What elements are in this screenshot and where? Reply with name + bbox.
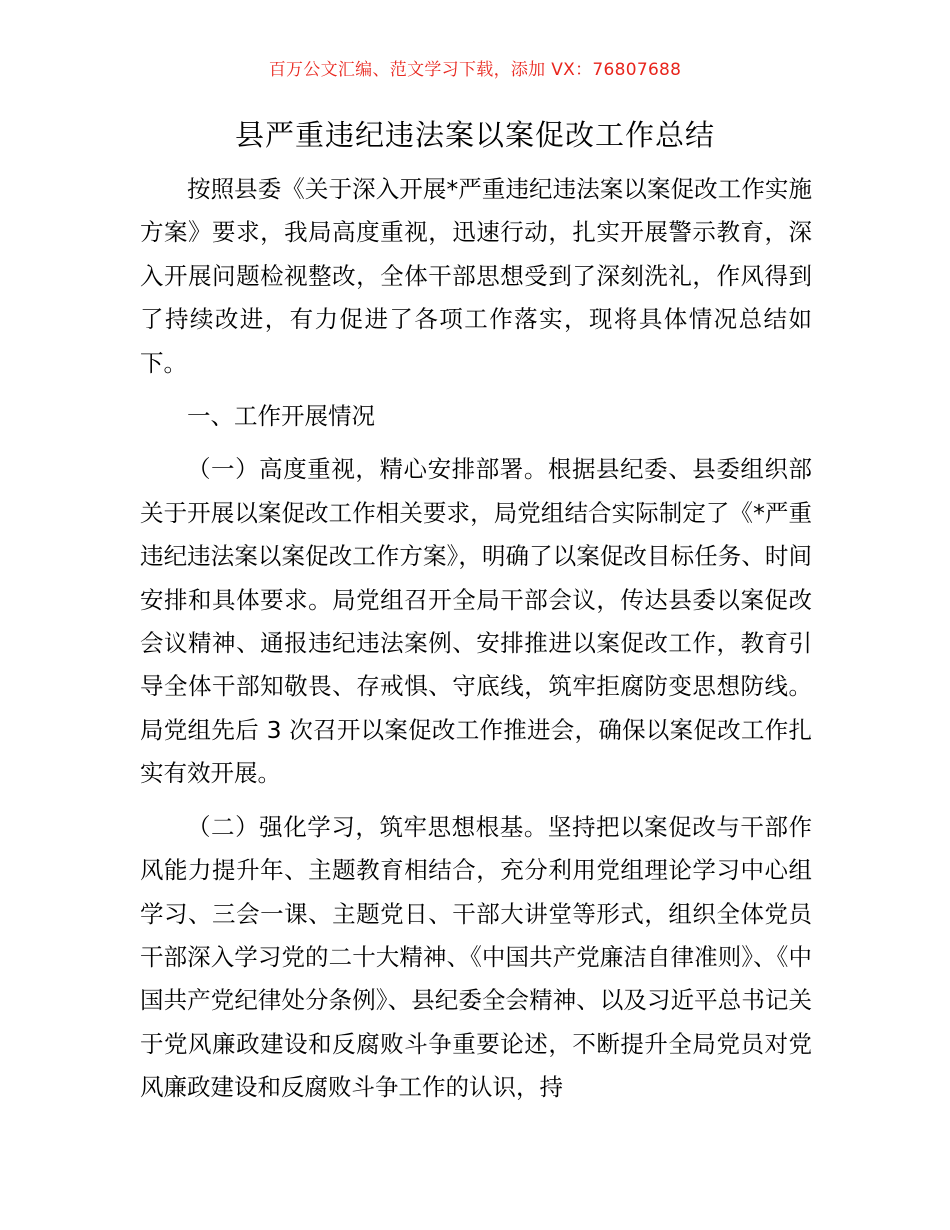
paragraph-1: （一）高度重视，精心安排部署。根据县纪委、县委组织部关于开展以案促改工作相关要求，局党组结合实际制定了《*严重违纪违法案以案促改工作方案》，明确了以案促改目标任务、时间安排和具体要求。局党组召开全局干部会议，传达县委以案促改会议精神、通报违纪违法案例、安排推进以案促改工作，教育引导全体干部知敬畏、存戒惧、守底线，筑牢拒腐防变思想防线。局党组先后 3 次召开以案促改工作推进会，确保以案促改工作扎实有效开展。: [140, 455, 812, 788]
document-title: 县严重违纪违法案以案促改工作总结: [234, 118, 715, 152]
section-heading: 一、工作开展情况: [187, 402, 375, 431]
document-body: [140, 168, 812, 1110]
watermark-banner: 百万公文汇编、范文学习下载，添加 VX：76807688: [268, 60, 682, 80]
paragraph-2: （二）强化学习，筑牢思想根基。坚持把以案促改与干部作风能力提升年、主题教育相结合，充分利用党组理论学习中心组学习、三会一课、主题党日、干部大讲堂等形式，组织全体党员干部深入学习党的二十大精神、《中国共产党廉洁自律准则》、《中国共产党纪律处分条例》、县纪委全会精神、以及习近平总书记关于党风廉政建设和反腐败斗争重要论述，不断提升全局党员对党风廉政建设和反腐败斗争工作的认识，持: [140, 812, 812, 1102]
intro-paragraph: 按照县委《关于深入开展*严重违纪违法案以案促改工作实施方案》要求，我局高度重视，迅速行动，扎实开展警示教育，深入开展问题检视整改，全体干部思想受到了深刻洗礼，作风得到了持续改进，有力促进了各项工作落实，现将具体情况总结如下。: [140, 175, 812, 377]
